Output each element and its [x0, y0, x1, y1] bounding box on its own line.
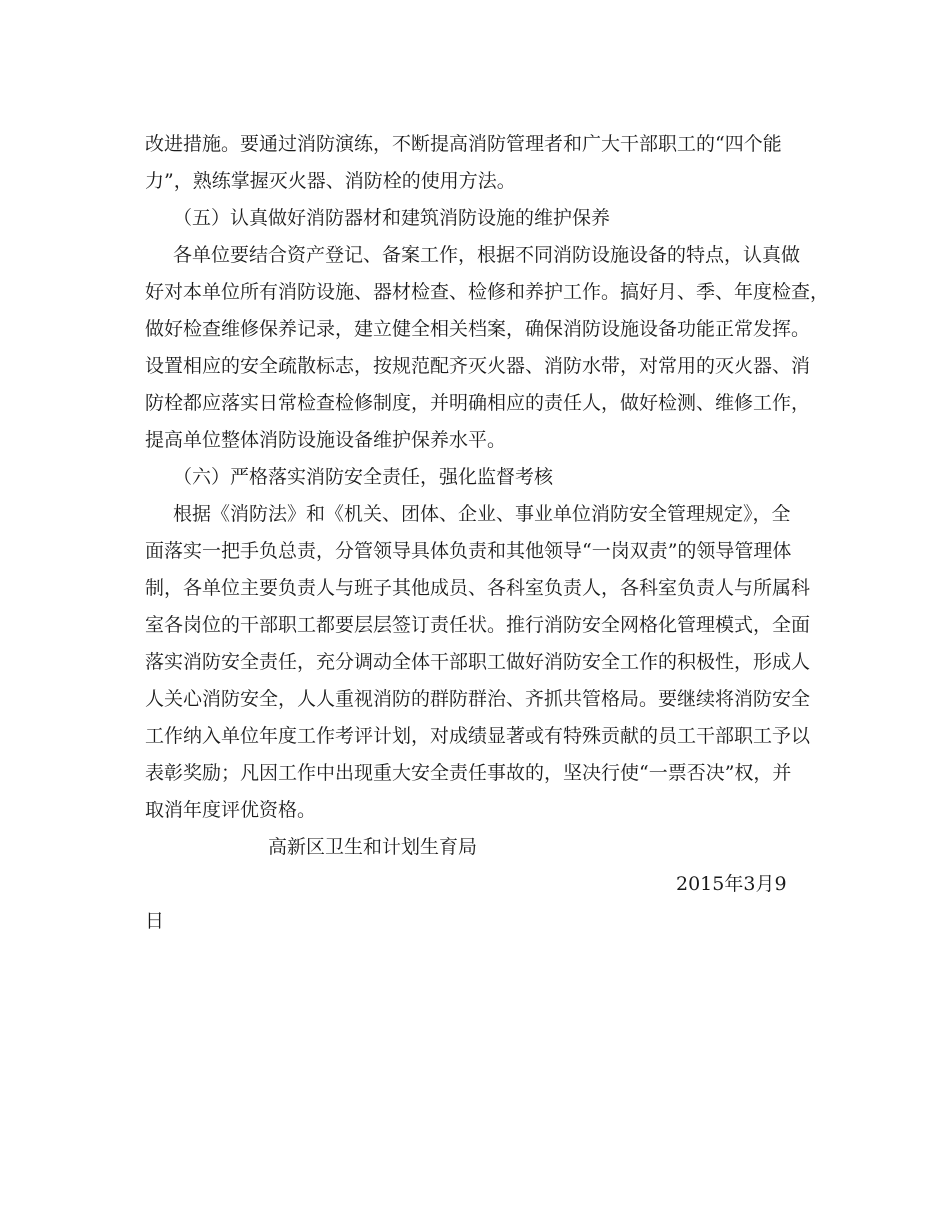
text-line: 人关心消防安全，人人重视消防的群防群治、齐抓共管格局。要继续将消防安全	[145, 688, 811, 710]
text-line: 落实消防安全责任，充分调动全体干部职工做好消防安全工作的积极性，形成人	[145, 651, 811, 673]
signature-organization: 高新区卫生和计划生育局	[268, 836, 478, 858]
text-line: 室各岗位的干部职工都要层层签订责任状。推行消防安全网格化管理模式，全面	[145, 614, 811, 636]
text-line: 制，各单位主要负责人与班子其他成员、各科室负责人，各科室负责人与所属科	[145, 577, 811, 599]
date-line: 2015年3月9	[676, 873, 787, 895]
text-line: 各单位要结合资产登记、备案工作，根据不同消防设施设备的特点，认真做	[173, 244, 801, 266]
section-heading-six: （六）严格落实消防安全责任，强化监督考核	[173, 466, 554, 488]
text-line: 力”，熟练掌握灭火器、消防栓的使用方法。	[145, 170, 516, 192]
text-line: 工作纳入单位年度工作考评计划，对成绩显著或有特殊贡献的员工干部职工予以	[145, 725, 811, 747]
text-line: 面落实一把手负总责，分管领导具体负责和其他领导“一岗双责”的领导管理体	[145, 540, 792, 562]
text-line: 根据《消防法》和《机关、团体、企业、事业单位消防安全管理规定》，全	[173, 503, 791, 525]
section-heading-five: （五）认真做好消防器材和建筑消防设施的维护保养	[173, 207, 611, 229]
text-line: 设置相应的安全疏散标志，按规范配齐灭火器、消防水带，对常用的灭火器、消	[145, 355, 811, 377]
text-line: 表彰奖励；凡因工作中出现重大安全责任事故的，坚决行使“一票否决”权，并	[145, 762, 792, 784]
text-line: 改进措施。要通过消防演练，不断提高消防管理者和广大干部职工的“四个能	[145, 133, 782, 155]
text-line: 好对本单位所有消防设施、器材检查、检修和养护工作。搞好月、季、年度检查，	[145, 281, 830, 303]
text-line: 取消年度评优资格。	[145, 799, 317, 821]
date-line-continued: 日	[145, 910, 165, 932]
text-line: 提高单位整体消防设施设备维护保养水平。	[145, 429, 507, 451]
text-line: 防栓都应落实日常检查检修制度，并明确相应的责任人，做好检测、维修工作，	[145, 392, 811, 414]
text-line: 做好检查维修保养记录，建立健全相关档案，确保消防设施设备功能正常发挥。	[145, 318, 811, 340]
